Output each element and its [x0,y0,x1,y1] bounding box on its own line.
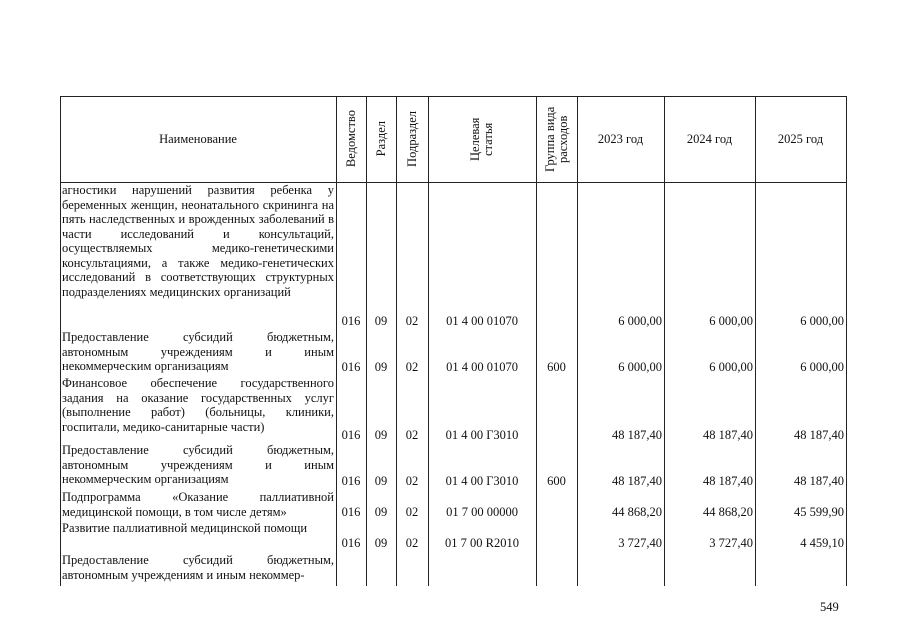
row-podrazdel: 02 [405,474,419,488]
row-celevaya: 01 4 00 01070 [446,314,518,328]
row-2025: 45 599,90 [794,505,844,519]
row-2024: 48 187,40 [703,428,753,442]
row-razdel: 09 [374,474,388,488]
header-vedomstvo: Ведомство [343,110,358,168]
row-2025: 6 000,00 [800,314,844,328]
header-gruppa: Группа вида расходов [542,106,570,172]
row-name: Предоставление субсидий бюджетным, автономным учреждениям и иным некоммерческим организациям [62,443,334,486]
row-ved: 016 [341,314,361,328]
row-podrazdel: 02 [405,360,419,374]
row-2025: 4 459,10 [800,536,844,550]
row-ved: 016 [341,505,361,519]
row-2024: 6 000,00 [709,360,753,374]
budget-table [60,96,847,586]
row-celevaya: 01 7 00 00000 [446,505,518,519]
row-razdel: 09 [374,428,388,442]
header-celevaya: Целевая статья [468,117,495,161]
row-2023: 3 727,40 [618,536,662,550]
row-2024: 6 000,00 [709,314,753,328]
row-podrazdel: 02 [405,314,419,328]
row-celevaya: 01 7 00 R2010 [445,536,519,550]
row-name: Финансовое обеспечение государственного задания на оказание государственных услуг (выполнение работ) (больницы, клиники, госпитали, медико-санитарные части) [62,376,334,434]
row-celevaya: 01 4 00 01070 [446,360,518,374]
row-ved: 016 [341,536,361,550]
row-2024: 44 868,20 [703,505,753,519]
row-ved: 016 [341,360,361,374]
row-2023: 6 000,00 [618,360,662,374]
header-podrazdel: Подраздел [404,111,419,167]
row-name: Предоставление субсидий бюджетным, автономным учреждениям и иным некоммерческим организациям [62,330,334,373]
row-podrazdel: 02 [405,536,419,550]
row-razdel: 09 [374,314,388,328]
header-2024: 2024 год [686,132,733,146]
header-razdel: Раздел [373,121,388,157]
row-2023: 44 868,20 [612,505,662,519]
header-2025: 2025 год [777,132,824,146]
page-number: 549 [820,600,839,614]
row-2025: 48 187,40 [794,474,844,488]
row-name: Развитие паллиативной медицинской помощи [62,521,308,535]
col-border [846,96,847,586]
row-2023: 6 000,00 [618,314,662,328]
row-ved: 016 [341,428,361,442]
row-ved: 016 [341,474,361,488]
row-2023: 48 187,40 [612,474,662,488]
row-celevaya: 01 4 00 Г3010 [445,474,519,488]
row-2023: 48 187,40 [612,428,662,442]
row-name: Подпрограмма «Оказание паллиативной медицинской помощи, в том числе детям» [62,490,334,519]
header-name: Наименование [159,132,237,146]
row-name: Предоставление субсидий бюджетным, автономным учреждениям и иным некоммер- [62,553,334,582]
row-podrazdel: 02 [405,428,419,442]
row-2025: 6 000,00 [800,360,844,374]
row-gruppa: 600 [547,360,566,374]
row-2025: 48 187,40 [794,428,844,442]
row-razdel: 09 [374,360,388,374]
row-2024: 3 727,40 [709,536,753,550]
row-podrazdel: 02 [405,505,419,519]
row-gruppa: 600 [547,474,566,488]
row-razdel: 09 [374,536,388,550]
row-2024: 48 187,40 [703,474,753,488]
header-2023: 2023 год [597,132,644,146]
row-razdel: 09 [374,505,388,519]
row-celevaya: 01 4 00 Г3010 [445,428,519,442]
row-name: агностики нарушений развития ребенка у беременных женщин, неонатального скрининга на пять наследственных и врожденных заболеваний в части исследований и консультаций, осуществляемых медико-генетическими консультациями, а также медико-генетических исследований в соответствующих структурных подразделениях медицинских организаций [62,183,334,299]
